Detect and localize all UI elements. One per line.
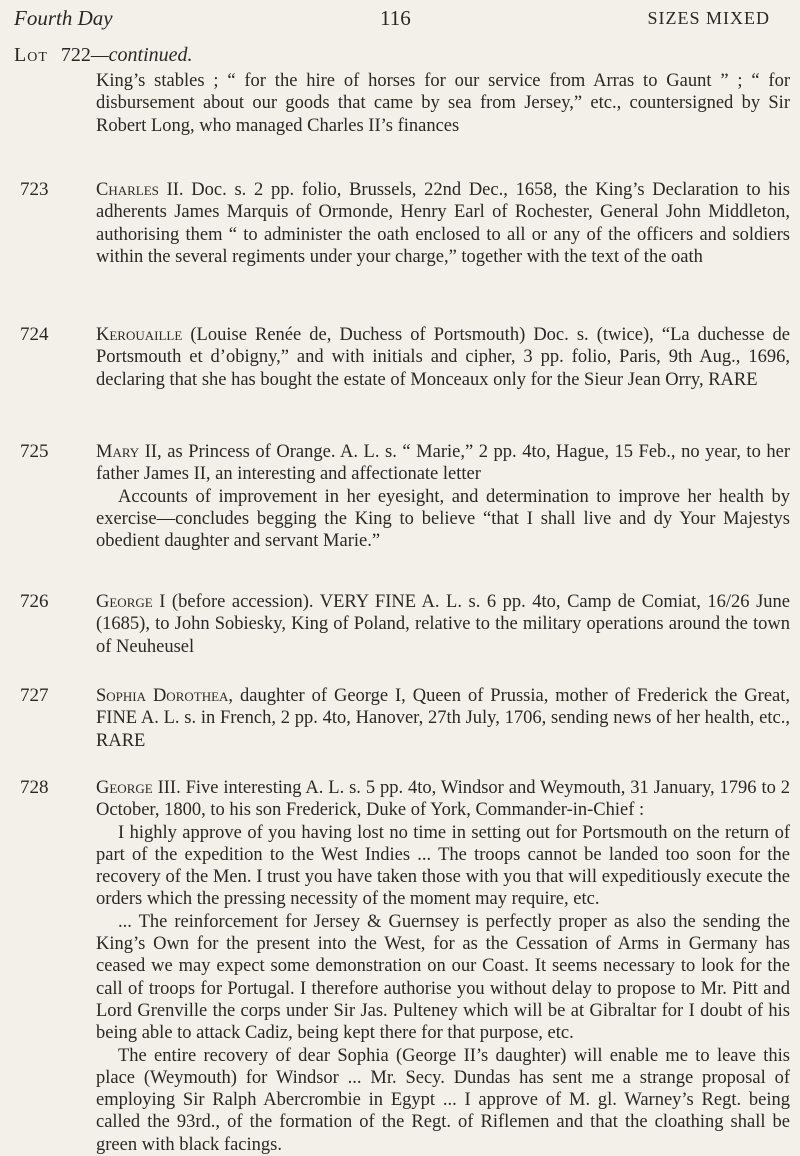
lot-description (96, 70, 790, 137)
lot-name: George III. (96, 778, 181, 798)
lot-text: Five interesting A. L. s. 5 pp. 4to, Windsor and Weymouth, 31 January, 1796 to 2 October, 1800, to his son Frederick, Duke of York, Commander-in-Chief : (96, 778, 790, 821)
running-header (0, 6, 800, 36)
lot-note: Accounts of improvement in her eyesight, and determination to improve her health by exercise—concludes begging the King to believe “that I shall live and dy Your Majestys obedient daughter and servant Marie.” (96, 486, 790, 552)
lot-paragraph (96, 685, 790, 752)
continued-lot-number: 722 (60, 44, 91, 66)
lot-number: 725 (20, 441, 49, 462)
lot-name: Sophia Dorothea, (96, 686, 234, 706)
lot-paragraph (96, 324, 790, 391)
lot-entry (20, 685, 790, 752)
lot-entry (20, 70, 790, 137)
lot-description (96, 324, 790, 391)
lot-description (96, 179, 790, 268)
lot-quote: The entire recovery of dear Sophia (George II’s daughter) will enable me to leave this place (Weymouth) for Windsor ... Mr. Secy. Dundas has sent me a strange proposal of employing Sir Ralph Abercrombie in Egypt ... I approve of M. gl. Warney’s Regt. being called the 93rd., of the formation of the Regt. of Riflemen and that the cloathing shall be green with black facings. (96, 1045, 790, 1155)
lot-description (96, 591, 790, 658)
page-number: 116 (380, 6, 411, 30)
lot-text: daughter of George I, Queen of Prussia, mother of Frederick the Great, FINE A. L. s. in French, 2 pp. 4to, Hanover, 27th July, 1706, sending news of her health, etc., RARE (96, 686, 791, 751)
lot-name: Charles II. (96, 180, 184, 200)
lot-entry (20, 179, 790, 268)
day-heading: Fourth Day (14, 6, 113, 30)
continuation-heading (14, 44, 193, 67)
lot-name: Kerouaille (96, 325, 183, 345)
continued-label: —continued. (90, 44, 193, 66)
lot-paragraph: King’s stables ; “ for the hire of horses for our service from Arras to Gaunt ” ; “ for disbursement about our goods that came by sea from Jersey,” etc., countersigned by Sir Robert Long, who managed Charles II’s finances (96, 71, 790, 136)
lot-paragraph (96, 777, 790, 822)
lot-paragraph (96, 441, 790, 486)
lot-entry (20, 591, 790, 658)
lot-number: 726 (20, 591, 49, 612)
lot-entry (20, 441, 790, 552)
lot-description (96, 685, 790, 752)
lot-paragraph (96, 179, 790, 268)
lot-entry (20, 777, 790, 1156)
lot-text: Doc. s. 2 pp. folio, Brussels, 22nd Dec., 1658, the King’s Declaration to his adherents James Marquis of Ormonde, Henry Earl of Rochester, General John Middleton, authorising them “ to administer the oath enclosed to all or any of the officers and soldiers within the several regiments under your charge,” together with the text of the oath (96, 180, 790, 267)
lot-description (96, 441, 790, 552)
lot-name: Mary II, (96, 442, 162, 462)
section-heading: SIZES MIXED (647, 8, 770, 28)
lot-quote: I highly approve of you having lost no time in setting out for Portsmouth on the return of part of the expedition to the West Indies ... The troops cannot be landed too soon for the recovery of the Men. I trust you have taken those with you that will expeditiously execute the orders which the pressing necessity of the moment may require, etc. (96, 822, 790, 910)
lot-number: 724 (20, 324, 49, 345)
lot-name: George I (96, 592, 166, 612)
lot-text: as Princess of Orange. A. L. s. “ Marie,” 2 pp. 4to, Hague, 15 Feb., no year, to her father James II, an interesting and affectionate letter (96, 442, 790, 485)
lot-word: Lot (14, 44, 48, 66)
lot-quote: ... The reinforcement for Jersey & Guernsey is perfectly proper as also the sending the King’s Own for the present into the West, for as the Cessation of Arms in Germany has ceased we may expect some demonstration on our Coast. It seems necessary to look for the call of troops for Portugal. I therefore authorise you without delay to propose to Mr. Pitt and Lord Grenville the corps under Sir Jas. Pulteney which will be at Gibraltar for I doubt of his being able to attack Cadiz, being kept there for that purpose, etc. (96, 911, 790, 1044)
lot-number: 728 (20, 777, 49, 798)
lot-text: (Louise Renée de, Duchess of Portsmouth) Doc. s. (twice), “La duchesse de Portsmouth et d’obigny,” and with initials and cipher, 3 pp. folio, Paris, 9th Aug., 1696, declaring that she has bought the estate of Monceaux only for the Sieur Jean Orry, RARE (96, 325, 791, 390)
lot-description (96, 777, 790, 1156)
lot-paragraph (96, 591, 790, 658)
lot-entry (20, 324, 790, 391)
lot-number: 723 (20, 179, 49, 200)
lot-number: 727 (20, 685, 49, 706)
lot-text: (before accession). VERY FINE A. L. s. 6 pp. 4to, Camp de Comiat, 16/26 June (1685), to John Sobiesky, King of Poland, relative to the military operations around the town of Neuheusel (96, 592, 790, 657)
